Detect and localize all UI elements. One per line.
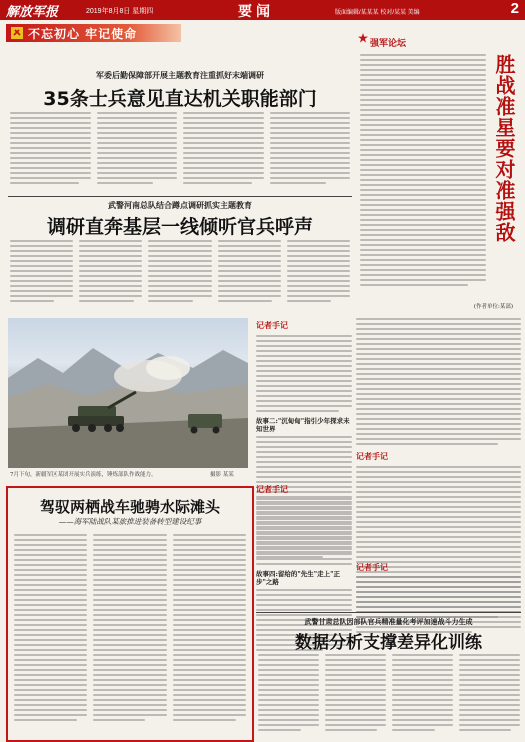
article2-column [10, 240, 73, 310]
note-body [256, 335, 352, 412]
banner-label: 不忘初心 牢记使命 [28, 27, 138, 41]
article3-column [258, 654, 319, 738]
article2-body [10, 240, 350, 310]
article1-headline: 35条士兵意见直达机关职能部门 [43, 88, 317, 110]
feature-article-box [6, 486, 254, 742]
article1-column [270, 112, 351, 192]
editor-credits: 版面编辑/某某某 校对/某某 美编 [335, 10, 420, 16]
note-body [356, 318, 521, 445]
article2-column [287, 240, 350, 310]
article3-column [459, 654, 520, 738]
artillery-scene-illustration [8, 318, 248, 468]
photo-credit: 摄影 某某 [210, 472, 234, 478]
section-title: 要闻 [238, 3, 274, 19]
feature-column [173, 534, 246, 734]
article3-column [325, 654, 386, 738]
news-photo [8, 318, 248, 468]
note-tag: 记者手记 [356, 562, 388, 572]
article2-headline: 调研直奔基层一线倾听官兵呼声 [46, 216, 313, 238]
commentary-byline: (作者单位:某部) [473, 304, 513, 310]
article2-column [79, 240, 142, 310]
commentary-label: 强军论坛 [370, 39, 407, 49]
article3-column [392, 654, 453, 738]
article3-headline: 数据分析支撑差异化训练 [295, 633, 482, 653]
article1-column [10, 112, 91, 192]
feature-column [14, 534, 87, 734]
note-tag: 记者手记 [256, 484, 288, 494]
article2-column [148, 240, 211, 310]
commentary-body [360, 54, 486, 286]
feature-column [93, 534, 166, 734]
photo-caption: 7月下旬，新疆军区某团开展实兵演练，锤炼部队作战能力。 [10, 472, 157, 478]
feature-body [14, 534, 246, 734]
article1-kicker: 军委后勤保障部开展主题教育注重抓好末端调研 [96, 70, 264, 80]
newspaper-logo: 解放军报 [6, 5, 59, 20]
page-number: 2 [510, 0, 519, 17]
article1-column [183, 112, 264, 192]
party-flag-icon [11, 27, 23, 39]
note-tag: 记者手记 [356, 451, 388, 461]
issue-date: 2019年8月8日 星期四 [86, 8, 154, 15]
divider [256, 612, 521, 613]
note-body [256, 498, 352, 565]
note-tag: 记者手记 [256, 320, 288, 330]
feature-side-column [356, 560, 521, 618]
commentary-box [356, 24, 521, 316]
article2-kicker: 武警河南总队结合蹲点调研抓实主题教育 [108, 200, 252, 210]
note-subheading: 故事四:留给的"先生"走上"正步"之路 [256, 570, 341, 586]
feature-headline: 驾驭两栖战车驰骋水际滩头 [39, 498, 220, 516]
commentary-title: 胜战准星要对准强敌 [492, 54, 516, 243]
divider [8, 196, 352, 197]
article1-body [10, 112, 350, 192]
article3-body [258, 654, 520, 738]
article1-column [97, 112, 178, 192]
article3-kicker: 武警甘肃总队因部队官兵精准量化考评加速战斗力生成 [304, 617, 473, 626]
star-icon [358, 33, 368, 43]
note-subheading: 故事二:"沉甸甸"指引少年探求未知世界 [256, 417, 350, 433]
article2-column [218, 240, 281, 310]
feature-subhead: ——海军陆战队某旅推进装备转型建设纪事 [58, 517, 202, 526]
theme-banner [6, 24, 181, 42]
page-header [0, 0, 525, 20]
